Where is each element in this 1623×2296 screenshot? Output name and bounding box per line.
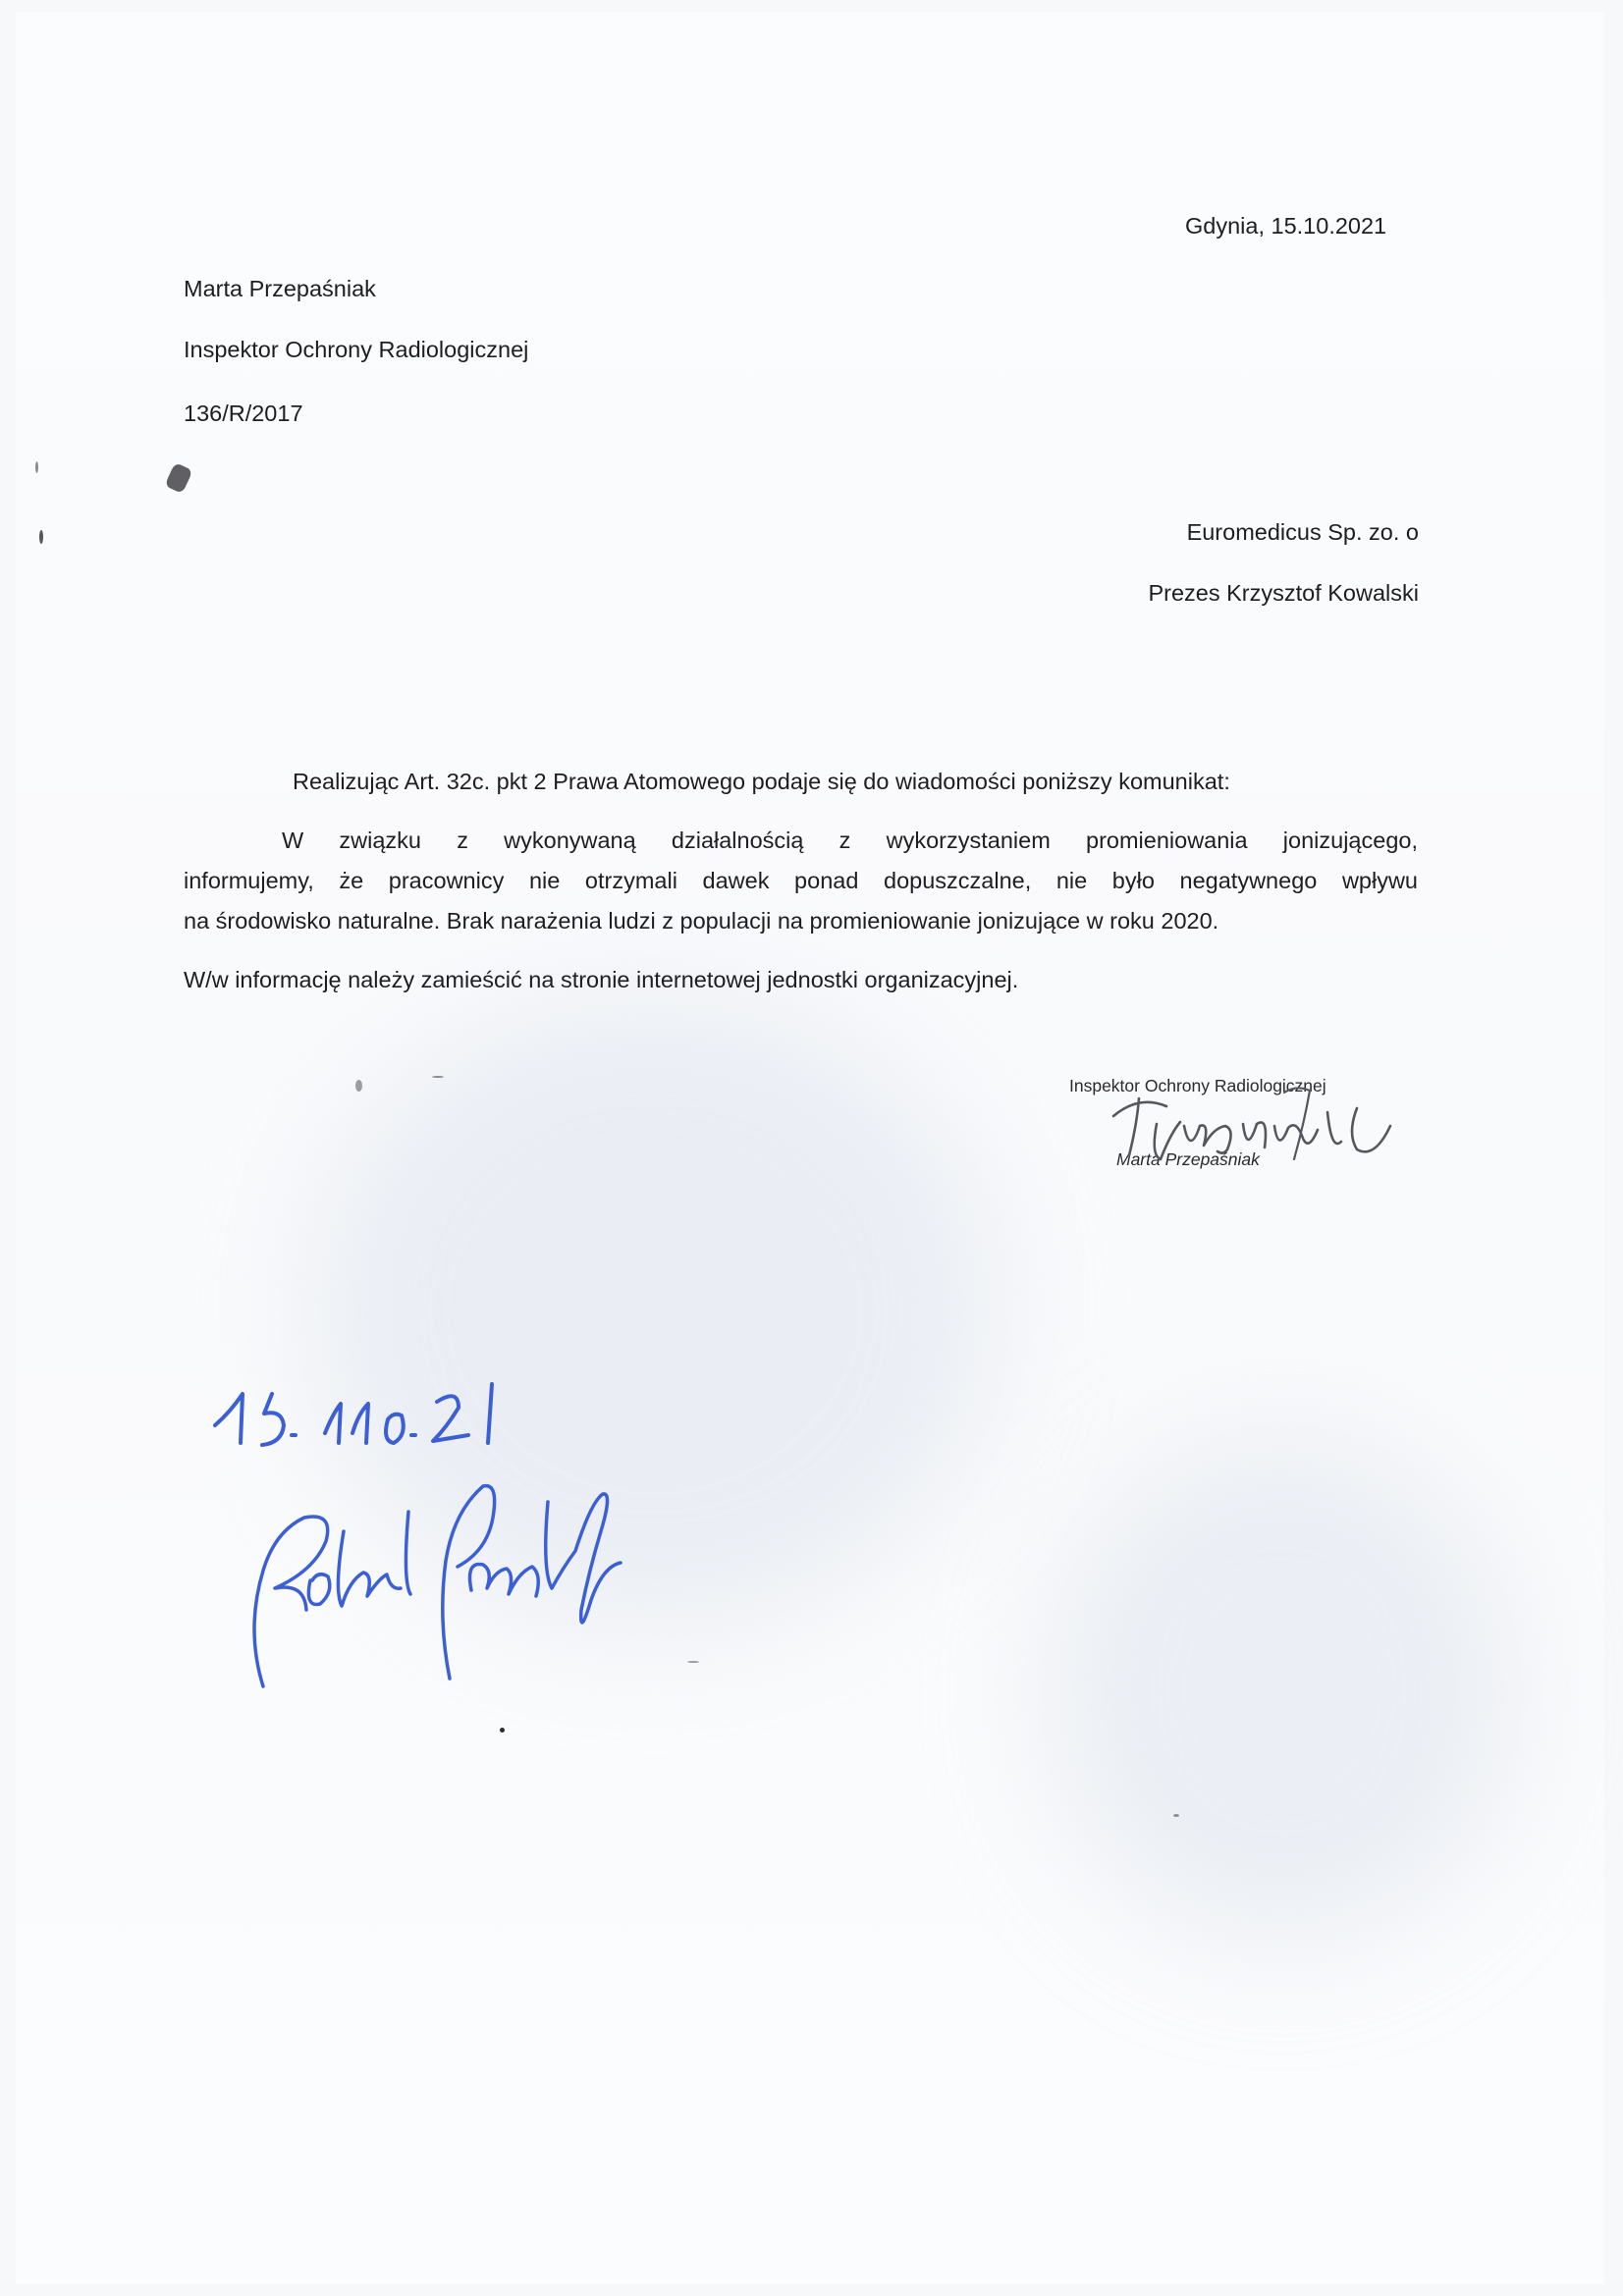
- scan-speck: [39, 530, 43, 544]
- scan-speck: [687, 1661, 699, 1663]
- scan-speck: [35, 461, 38, 473]
- paragraph-line: na środowisko naturalne. Brak narażenia ludzi z populacji na promieniowanie jonizujące w roku 2020.: [184, 908, 1219, 934]
- scan-speck: [432, 1076, 444, 1078]
- signature-block-name: Marta Przepaśniak: [1116, 1149, 1260, 1169]
- scan-speck: [500, 1728, 505, 1733]
- sender-name: Marta Przepaśniak: [184, 276, 376, 301]
- instruction-line: W/w informację należy zamieścić na stronie internetowej jednostki organizacyjnej.: [184, 967, 1019, 992]
- paragraph-line: informujemy, że pracownicy nie otrzymali dawek ponad dopuszczalne, nie było negatywnego wpływu: [184, 868, 1418, 893]
- paper-shadow: [1047, 1435, 1518, 1946]
- paragraph-line: W związku z wykonywaną działalnością z wykorzystaniem promieniowania jonizującego,: [282, 828, 1418, 853]
- place-and-date: Gdynia, 15.10.2021: [1185, 213, 1387, 239]
- scan-speck: [355, 1080, 362, 1092]
- inspector-signature: [1100, 1065, 1424, 1173]
- intro-line: Realizując Art. 32c. pkt 2 Prawa Atomowego podaje się do wiadomości poniższy komunikat:: [293, 769, 1230, 794]
- scan-speck: [1173, 1814, 1179, 1817]
- director-signature: [236, 1472, 668, 1698]
- sender-title: Inspektor Ochrony Radiologicznej: [184, 337, 529, 362]
- signature-block-title: Inspektor Ochrony Radiologicznej: [1069, 1076, 1326, 1095]
- recipient-person: Prezes Krzysztof Kowalski: [1148, 580, 1419, 606]
- sender-license-number: 136/R/2017: [184, 400, 303, 426]
- handwritten-date: [201, 1364, 515, 1453]
- recipient-company: Euromedicus Sp. zo. o: [1186, 519, 1419, 545]
